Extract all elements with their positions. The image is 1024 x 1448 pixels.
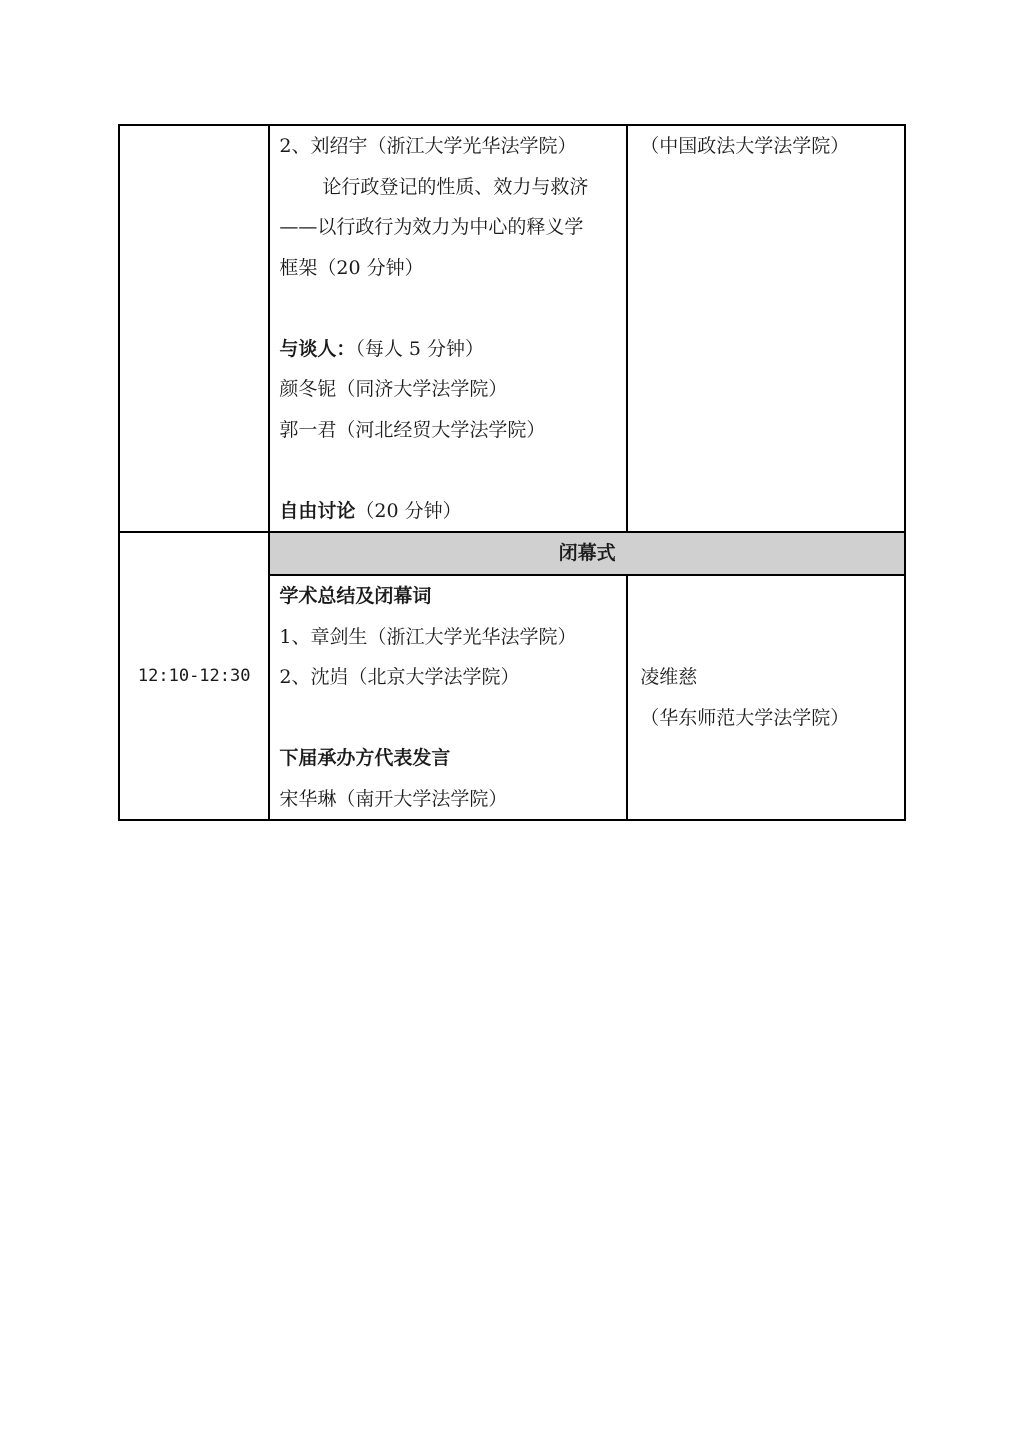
discussants-heading bbox=[270, 329, 626, 370]
spacer bbox=[270, 288, 626, 329]
free-discussion-note: （20 分钟） bbox=[355, 499, 462, 522]
spacer bbox=[270, 698, 626, 739]
summary-heading: 学术总结及闭幕词 bbox=[279, 585, 432, 607]
speaker-line: 2、刘绍宇（浙江大学光华法学院） bbox=[279, 135, 577, 157]
time-cell-empty bbox=[119, 125, 269, 532]
closing-host-affiliation: （华东师范大学法学院） bbox=[640, 706, 850, 729]
next-host-heading: 下届承办方代表发言 bbox=[279, 747, 451, 769]
host-affiliation: （中国政法大学法学院） bbox=[640, 135, 850, 157]
conference-schedule-table bbox=[118, 124, 906, 821]
discussant-2: 郭一君（河北经贸大学法学院） bbox=[279, 418, 546, 441]
host-cell bbox=[627, 125, 905, 532]
free-discussion-label: 自由讨论 bbox=[279, 499, 356, 522]
spacer bbox=[270, 450, 626, 491]
closing-time-cell: 12:10-12:30 bbox=[119, 532, 269, 820]
closing-ceremony-header: 闭幕式 bbox=[269, 532, 905, 575]
discussant-1: 颜冬铌（同济大学法学院） bbox=[279, 378, 508, 400]
paper-title-line-3: 框架（20 分钟） bbox=[279, 256, 424, 279]
paper-title-line-2: ——以行政行为效力为中心的释义学 bbox=[279, 216, 584, 238]
schedule-row-closing-header bbox=[119, 532, 905, 575]
closing-host-name: 凌维慈 bbox=[640, 666, 698, 688]
schedule-row-session-continued bbox=[119, 125, 905, 532]
session-content-cell bbox=[269, 125, 627, 532]
summary-speaker-2: 2、沈岿（北京大学法学院） bbox=[279, 666, 520, 688]
paper-title-line-1: 论行政登记的性质、效力与救济 bbox=[322, 175, 589, 198]
summary-speaker-1: 1、章剑生（浙江大学光华法学院） bbox=[279, 625, 577, 648]
discussants-note: （每人 5 分钟） bbox=[355, 337, 485, 360]
closing-content-cell bbox=[269, 575, 627, 820]
next-host-speaker: 宋华琳（南开大学法学院） bbox=[279, 787, 508, 810]
closing-host-cell bbox=[627, 575, 905, 820]
discussants-label: 与谈人： bbox=[279, 337, 356, 360]
free-discussion-line bbox=[270, 491, 626, 532]
